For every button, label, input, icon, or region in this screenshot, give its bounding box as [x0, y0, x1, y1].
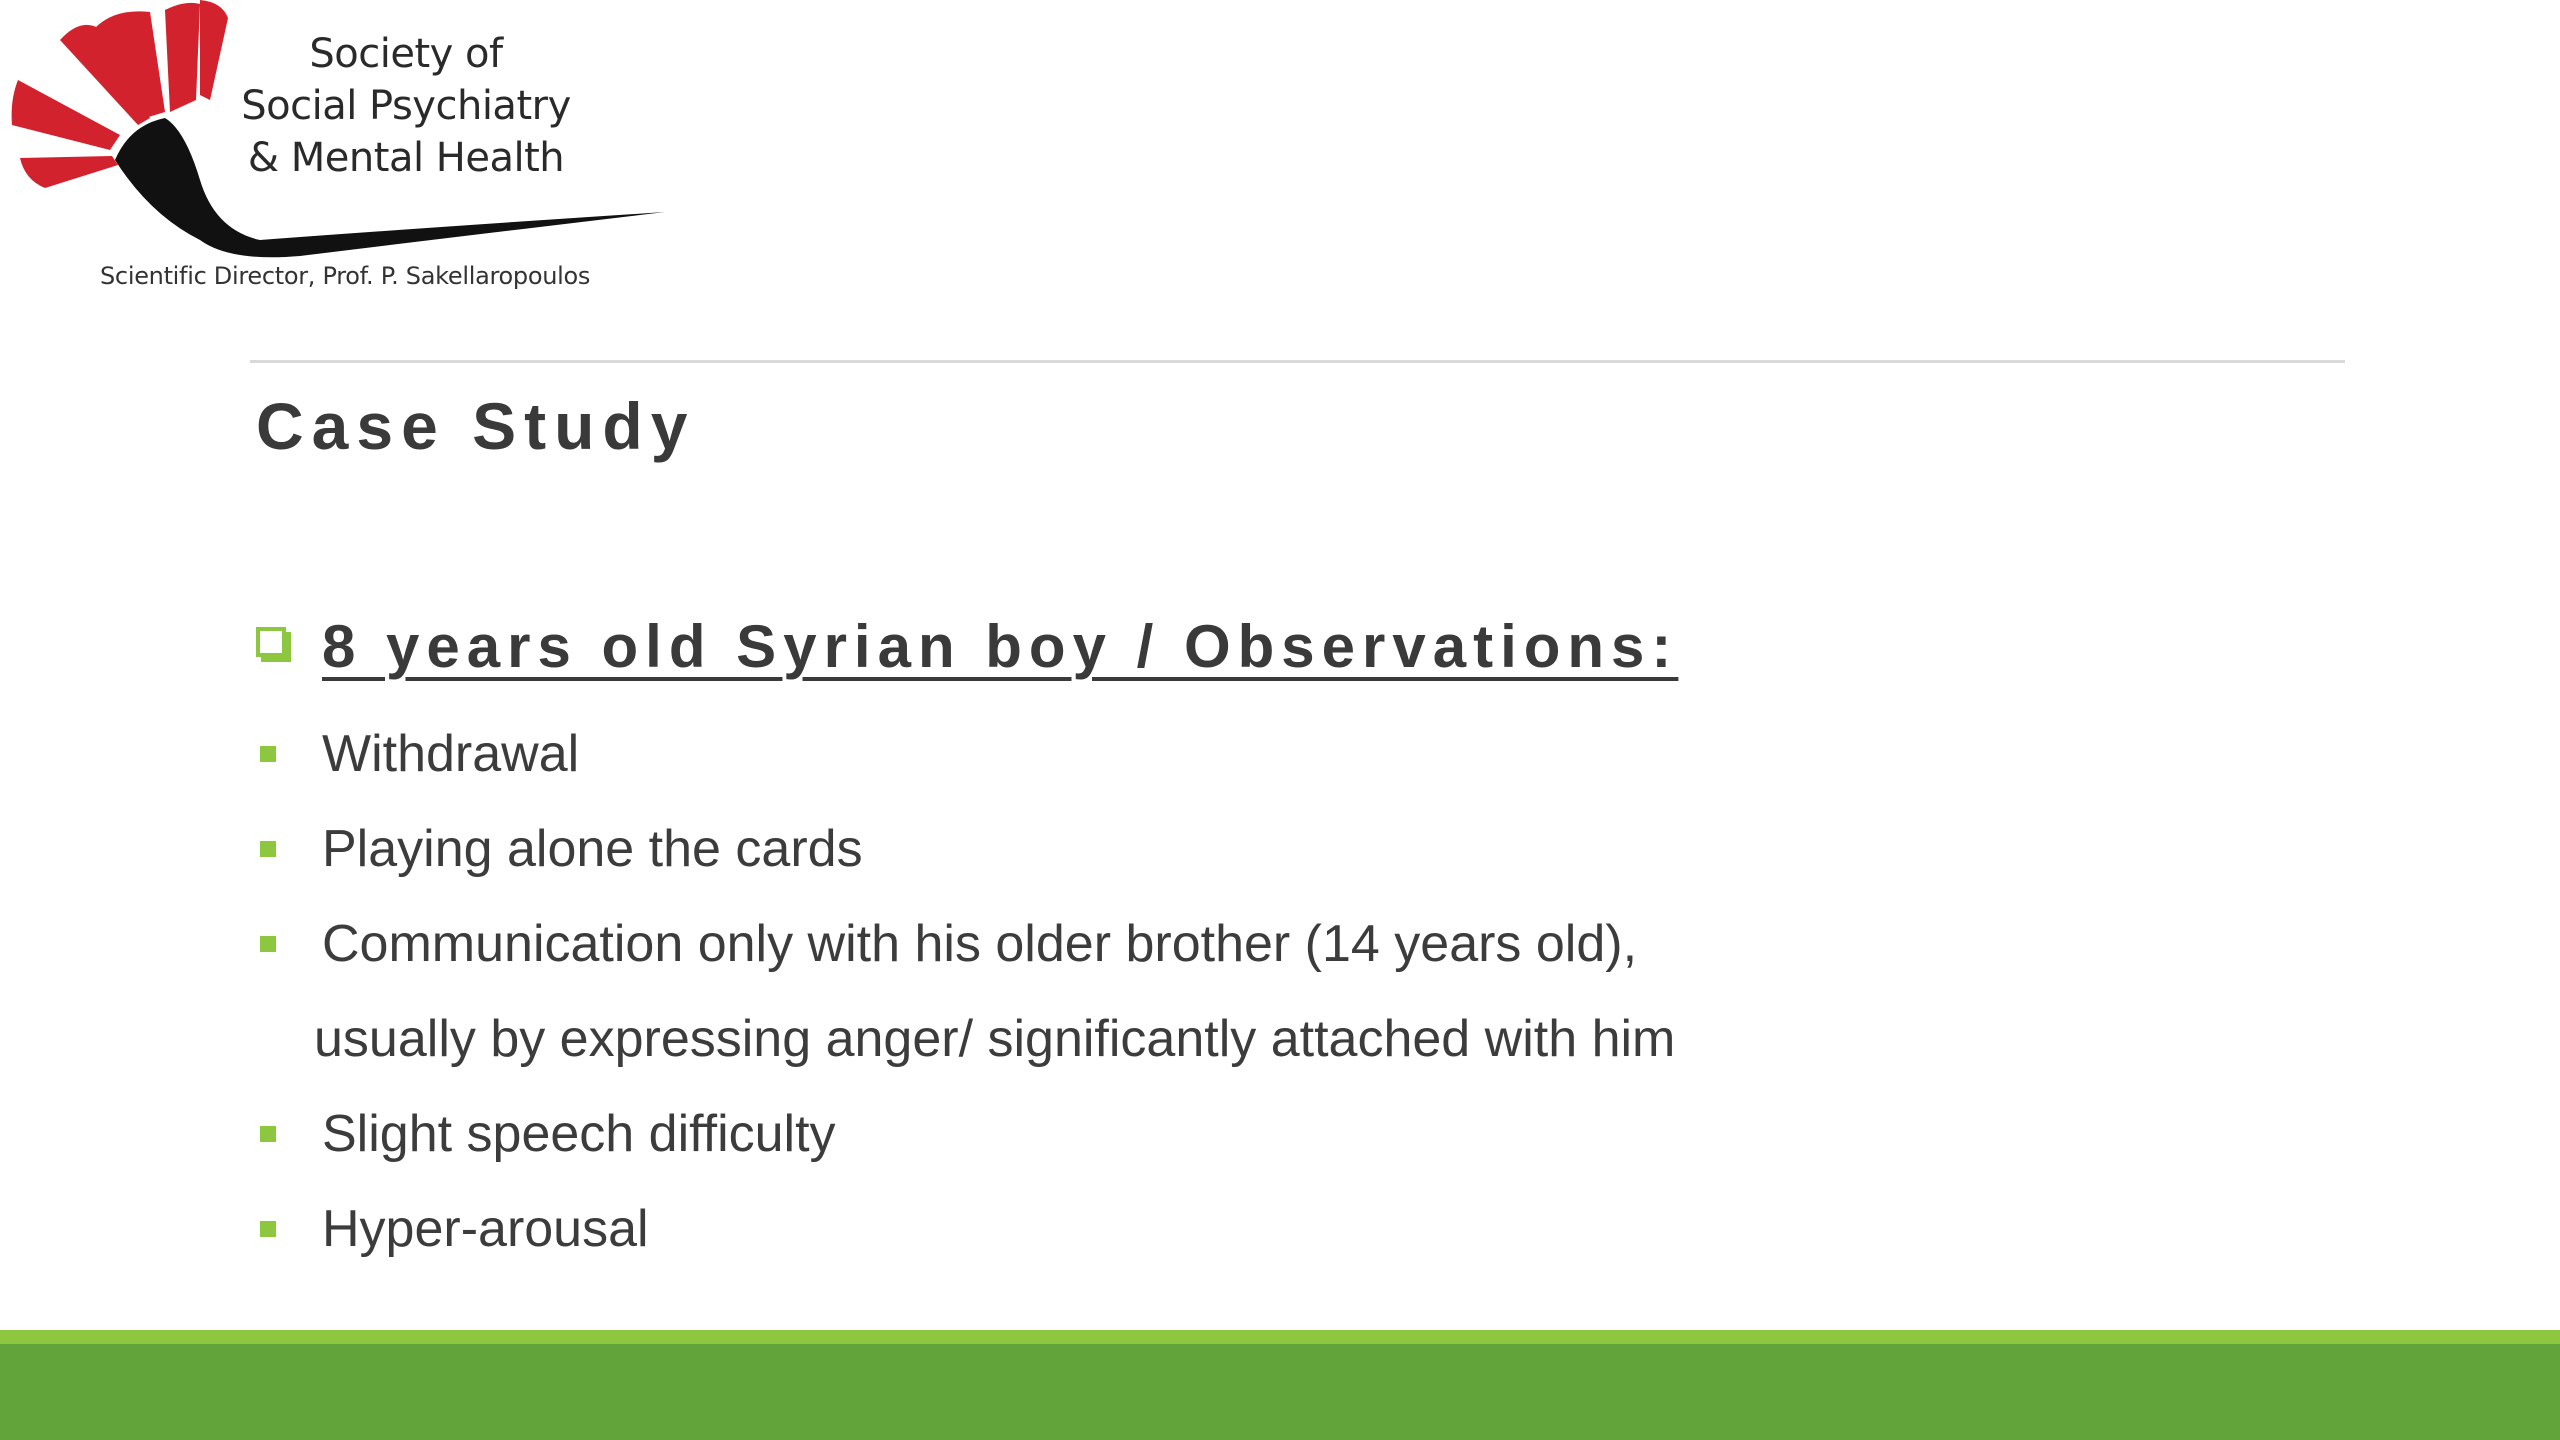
list-item-text: Communication only with his older brother (14 years old),: [322, 914, 1638, 973]
list-item: [256, 801, 2156, 896]
square-bullet-icon: [260, 1221, 276, 1237]
footer-bar: [0, 1344, 2560, 1440]
square-bullet-icon: [260, 746, 276, 762]
list-item-text: Slight speech difficulty: [322, 1104, 836, 1163]
footer-accent-bar: [0, 1330, 2560, 1344]
observation-list: [256, 706, 2156, 1276]
section-heading: 8 years old Syrian boy / Observations:: [322, 612, 1679, 680]
list-item-text: Hyper-arousal: [322, 1199, 649, 1258]
logo-title-line: & Mental Health: [247, 135, 565, 181]
square-bullet-icon: [260, 936, 276, 952]
society-logo: [0, 0, 680, 300]
list-item: [256, 706, 2156, 801]
list-item-continuation-text: usually by expressing anger/ significantly attached with him: [314, 1009, 1676, 1068]
list-item-continuation: [256, 991, 2156, 1086]
logo-title-line: Society of: [309, 31, 503, 77]
slide-title: Case Study: [256, 389, 696, 463]
section-heading-row: [256, 606, 1678, 686]
list-item-text: Withdrawal: [322, 724, 580, 783]
list-item-text: Playing alone the cards: [322, 819, 863, 878]
square-bullet-icon: [260, 841, 276, 857]
list-item: [256, 1086, 2156, 1181]
square-bullet-icon: [260, 1126, 276, 1142]
logo-title-line: Social Psychiatry: [241, 83, 571, 129]
title-divider: [250, 360, 2345, 363]
checkbox-icon: [256, 627, 294, 665]
list-item: [256, 1181, 2156, 1276]
logo-title: [228, 28, 584, 184]
list-item: [256, 896, 2156, 991]
logo-subtitle: Scientific Director, Prof. P. Sakellaropoulos: [100, 262, 591, 290]
